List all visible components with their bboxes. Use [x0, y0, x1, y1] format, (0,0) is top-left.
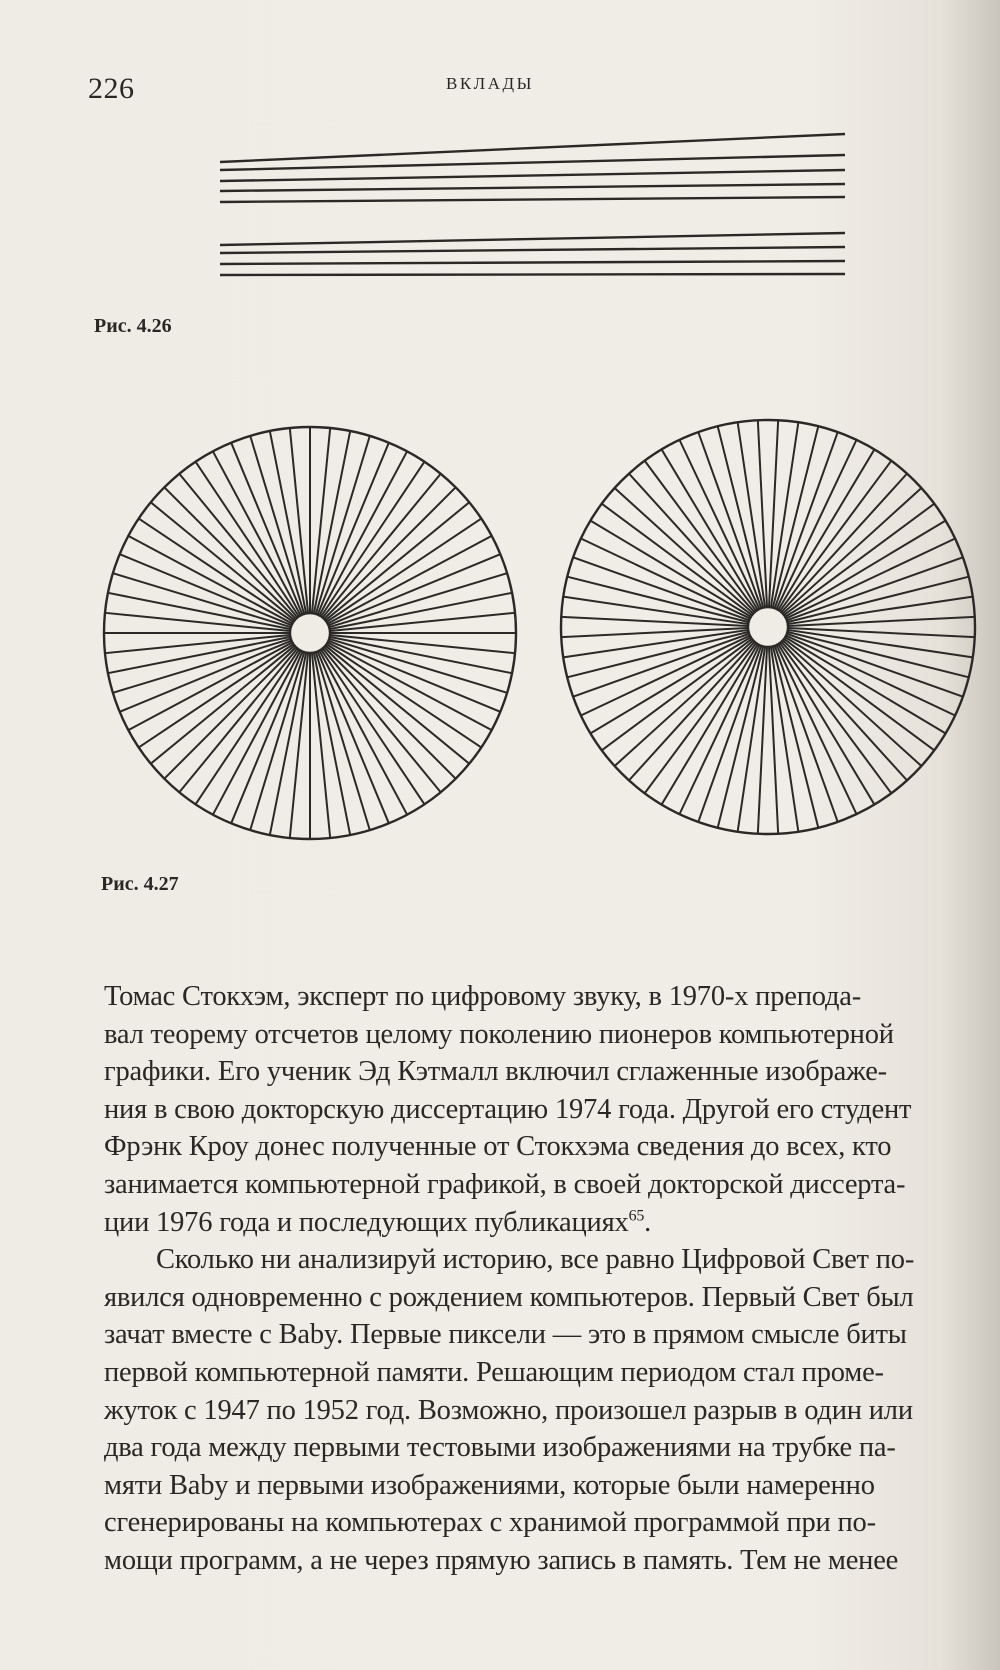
text-line: жуток с 1947 по 1952 год. Возможно, произошел разрыв в один или	[104, 1394, 913, 1426]
wheel-spoke	[179, 474, 297, 618]
text-line: графики. Его ученик Эд Кэтмалл включил сглаженные изображе-	[104, 1056, 887, 1088]
wheel-spoke	[321, 462, 424, 617]
text-line: сгенерированы на компьютерах с хранимой программой при по-	[104, 1507, 876, 1539]
wheel-spoke	[139, 644, 294, 747]
wheel-spoke	[321, 650, 424, 805]
text-line: первой компьютерной памяти. Решающим периодом стал проме-	[104, 1356, 884, 1388]
wheel-spoke	[758, 420, 767, 607]
wheel-spoke	[108, 637, 290, 673]
text-line: мощи программ, а не через прямую запись в память. Тем не менее	[104, 1544, 899, 1576]
footnote-ref[interactable]: 65	[628, 1207, 645, 1225]
paragraph-1	[104, 978, 994, 1241]
wheel-spoke	[312, 653, 330, 838]
wheel-spoke	[151, 502, 295, 620]
wheel-spoke	[250, 436, 304, 614]
body-text	[104, 978, 994, 1580]
wheel-spoke	[113, 639, 291, 693]
wheel-spoke	[329, 573, 507, 627]
wheel-spoke	[319, 451, 407, 615]
wheel-spoke	[196, 650, 299, 805]
fig-4-26-line	[220, 170, 845, 181]
text-line-content: ции 1976 года и последующих публикациях	[104, 1206, 629, 1238]
wheel-spoke	[128, 536, 292, 624]
wheel-spoke	[323, 648, 441, 792]
wheel-spoke	[330, 613, 515, 631]
wheel-spoke	[788, 617, 975, 626]
wheel-spoke	[319, 651, 407, 815]
paragraph-2	[104, 1241, 994, 1579]
wheel-spoke	[314, 653, 350, 835]
wheel-spoke	[250, 652, 304, 830]
fig-4-26-line	[220, 274, 845, 275]
wheel-spoke	[113, 573, 291, 627]
text-line: занимается компьютерной графикой, в своей докторской диссерта-	[104, 1168, 906, 1200]
wheel-spoke	[328, 536, 492, 624]
fig-4-26-line	[220, 184, 845, 191]
wheel-spoke	[327, 519, 482, 622]
fig-4-26-line	[220, 197, 845, 202]
figure-4-26-caption: Рис. 4.26	[94, 315, 172, 337]
wheel-spoke	[270, 431, 306, 613]
wheel-spoke	[105, 635, 290, 653]
text-line: вал теорему отсчетов целому поколению пионеров компьютерной	[104, 1018, 894, 1050]
fig-4-27-wheel-left	[104, 427, 516, 839]
wheel-spoke	[151, 646, 295, 764]
text-line	[104, 1204, 994, 1242]
text-line: зачат вместе с Baby. Первые пиксели — это в прямом смысле биты	[104, 1319, 907, 1351]
wheel-spoke	[769, 647, 778, 834]
wheel-spoke	[179, 648, 297, 792]
wheel-spoke	[325, 646, 469, 764]
wheel-spoke	[788, 628, 975, 637]
wheel-spoke	[316, 652, 370, 830]
wheel-spoke	[561, 617, 748, 626]
page-number: 226	[88, 72, 135, 105]
wheel-spoke	[316, 436, 370, 614]
wheel-spoke	[290, 653, 308, 838]
wheel-spoke	[213, 651, 301, 815]
wheel-spoke	[128, 642, 292, 730]
running-head: ВКЛАДЫ	[446, 74, 534, 93]
text-line: мяти Baby и первыми изображениями, которые были намеренно	[104, 1469, 875, 1501]
wheel-spoke	[196, 462, 299, 617]
wheel-spoke	[312, 428, 330, 613]
wheel-spoke	[314, 431, 350, 613]
fig-4-26-line	[220, 247, 845, 253]
sentence-end: .	[644, 1206, 652, 1238]
wheel-spoke	[139, 519, 294, 622]
fig-4-26-line	[220, 233, 845, 245]
fig-4-27-wheel-right	[561, 420, 975, 834]
wheel-hub	[748, 607, 788, 647]
wheel-spoke	[330, 635, 515, 653]
wheel-spoke	[108, 593, 290, 629]
figure-4-27-caption: Рис. 4.27	[101, 873, 179, 895]
wheel-spoke	[330, 637, 512, 673]
wheel-spoke	[105, 613, 290, 631]
wheel-spoke	[769, 420, 778, 607]
text-line: Томас Стокхэм, эксперт по цифровому звуку, в 1970-х препода-	[104, 981, 862, 1012]
figure-4-27-wheels	[0, 400, 1000, 860]
text-line: явился одновременно с рождением компьютеров. Первый Свет был	[104, 1281, 914, 1313]
wheel-spoke	[323, 474, 441, 618]
wheel-spoke	[330, 593, 512, 629]
fig-4-26-line	[220, 261, 845, 264]
text-line: Фрэнк Кроу донес полученные от Стокхэма сведения до всех, кто	[104, 1131, 892, 1163]
wheel-spoke	[325, 502, 469, 620]
wheel-spoke	[327, 644, 482, 747]
figure-4-26-line-set	[0, 0, 1000, 300]
text-line: Сколько ни анализируй историю, все равно Цифровой Свет по-	[156, 1244, 915, 1276]
text-line: два года между первыми тестовыми изображениями на трубке па-	[104, 1432, 896, 1464]
wheel-spoke	[329, 639, 507, 693]
text-line: ния в свою докторскую диссертацию 1974 года. Другой его студент	[104, 1093, 912, 1125]
wheel-spoke	[213, 451, 301, 615]
wheel-spoke	[270, 653, 306, 835]
wheel-hub	[290, 613, 330, 653]
wheel-spoke	[758, 647, 767, 834]
wheel-spoke	[290, 428, 308, 613]
wheel-spoke	[328, 642, 492, 730]
wheel-spoke	[561, 628, 748, 637]
